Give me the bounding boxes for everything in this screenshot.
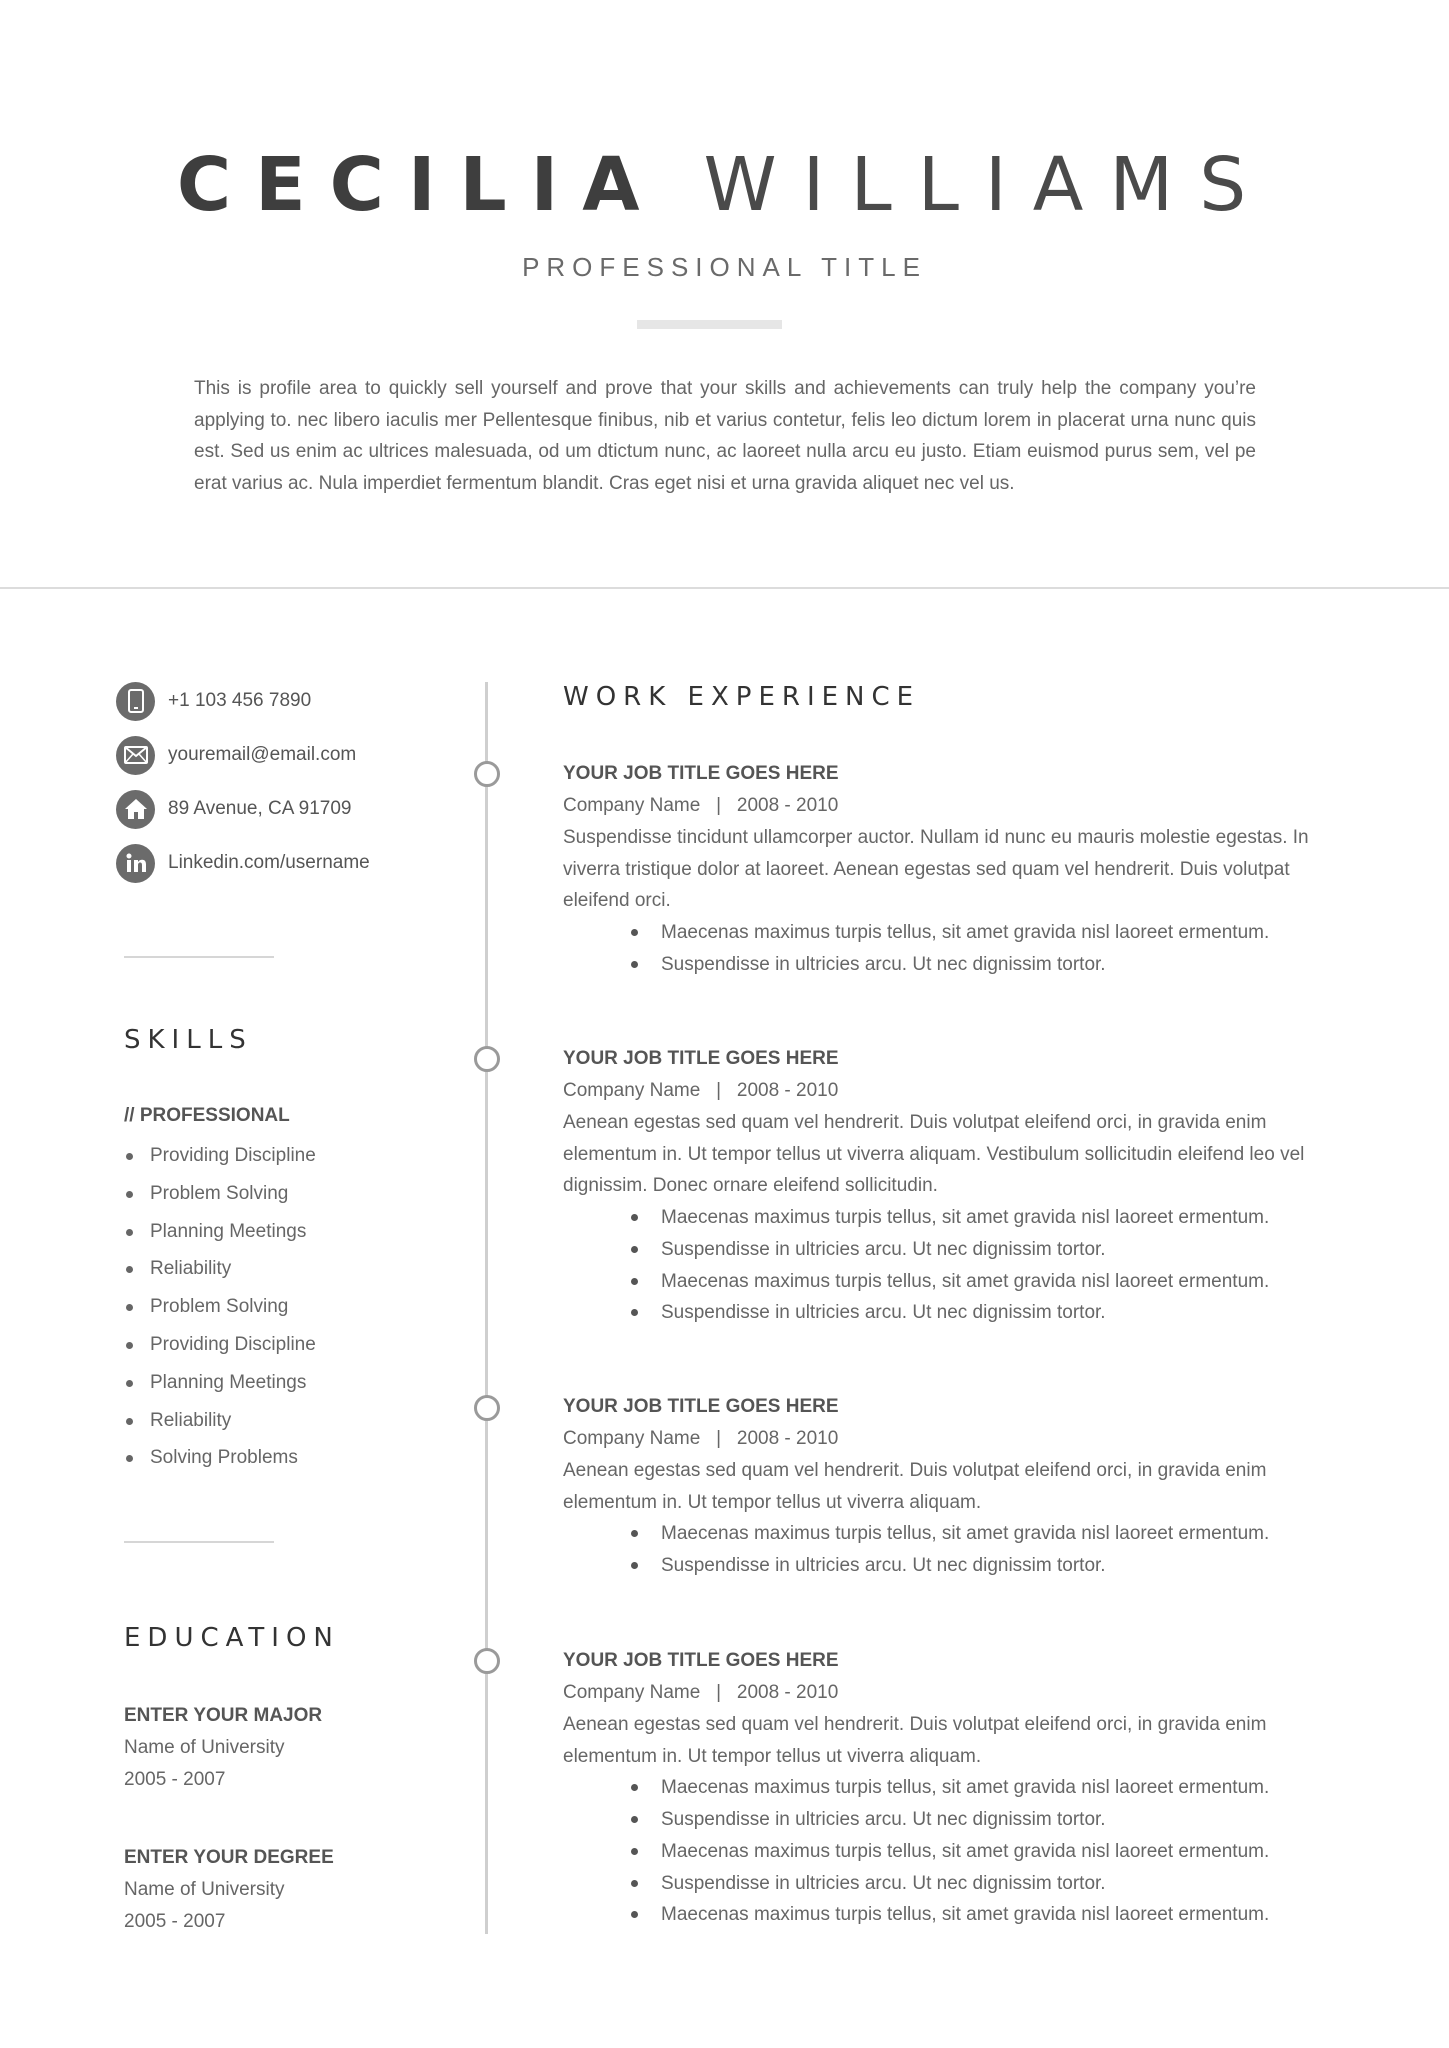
linkedin-icon [116, 844, 155, 883]
list-item: Maecenas maximus turpis tellus, sit amet gravida nisl laoreet ermentum. [661, 1836, 1333, 1868]
job-company: Company Name | 2008 - 2010 [563, 1428, 839, 1449]
list-item: Suspendisse in ultricies arcu. Ut nec dignissim tortor. [661, 1804, 1333, 1836]
job-title: YOUR JOB TITLE GOES HERE [563, 1650, 839, 1671]
timeline-dot [474, 761, 500, 787]
contact-phone [116, 681, 446, 721]
list-item: Planning Meetings [124, 1213, 316, 1251]
contact-address [116, 789, 446, 829]
timeline-dot [474, 1395, 500, 1421]
work-experience-heading: WORK EXPERIENCE [563, 682, 921, 712]
list-item: Maecenas maximus turpis tellus, sit amet gravida nisl laoreet ermentum. [661, 1518, 1333, 1550]
contact-linkedin [116, 843, 446, 883]
education-item [124, 1842, 334, 1938]
job-title: YOUR JOB TITLE GOES HERE [563, 1396, 839, 1417]
job-company: Company Name | 2008 - 2010 [563, 1080, 839, 1101]
job-bullets [563, 1518, 1333, 1581]
list-item: Planning Meetings [124, 1364, 316, 1402]
job-entry [563, 1043, 1333, 1329]
job-entry [563, 1391, 1333, 1582]
job-title: YOUR JOB TITLE GOES HERE [563, 1048, 839, 1069]
job-bullets [563, 917, 1333, 980]
job-description: Aenean egestas sed quam vel hendrerit. Duis volutpat eleifend orci, in gravida enim elementum in. Ut tempor tellus ut viverra aliquam. Vestibulum sollicitudin eleifend leo vel dignissim. Donec ornare eleifend sollicitudin. [563, 1112, 1305, 1197]
timeline-line [485, 682, 488, 1934]
job-description: Aenean egestas sed quam vel hendrerit. Duis volutpat eleifend orci, in gravida enim elementum in. Ut tempor tellus ut viverra aliquam. [563, 1460, 1267, 1513]
mail-icon [116, 736, 155, 775]
email-text: youremail@email.com [168, 744, 357, 765]
job-entry [563, 758, 1333, 981]
last-name: WILLIAMS [703, 142, 1273, 228]
list-item: Suspendisse in ultricies arcu. Ut nec dignissim tortor. [661, 1297, 1333, 1329]
education-school: Name of University [124, 1737, 285, 1758]
skills-subheading: // PROFESSIONAL [124, 1105, 290, 1126]
address-text: 89 Avenue, CA 91709 [168, 798, 352, 819]
skills-list [124, 1137, 316, 1477]
skills-heading: SKILLS [124, 1025, 253, 1055]
professional-title: PROFESSIONAL TITLE [522, 252, 927, 282]
list-item: Suspendisse in ultricies arcu. Ut nec dignissim tortor. [661, 1234, 1333, 1266]
education-title: ENTER YOUR DEGREE [124, 1847, 334, 1868]
education-title: ENTER YOUR MAJOR [124, 1705, 323, 1726]
left-divider-1 [124, 956, 274, 958]
profile-summary: This is profile area to quickly sell yourself and prove that your skills and achievements can truly help the company you’re applying to. nec libero iaculis mer Pellentesque finibus, nib et varius contetur, felis leo dictum lorem in placerat urna nunc quis est. Sed us enim ac ultrices malesuada, od um dtictum nunc, ac laoreet nulla arcu eu justo. Etiam euismod purus sem, vel pe erat varius ac. Nula imperdiet fermentum blandit. Cras eget nisi et urna gravida aliquet nec vel us. [194, 378, 1256, 494]
job-company: Company Name | 2008 - 2010 [563, 795, 839, 816]
job-bullets [563, 1202, 1333, 1329]
linkedin-text: Linkedin.com/username [168, 852, 370, 873]
job-description: Aenean egestas sed quam vel hendrerit. Duis volutpat eleifend orci, in gravida enim elementum in. Ut tempor tellus ut viverra aliquam. [563, 1714, 1267, 1767]
education-school: Name of University [124, 1879, 285, 1900]
list-item: Reliability [124, 1250, 316, 1288]
first-name: CECILIA [176, 142, 664, 228]
job-company: Company Name | 2008 - 2010 [563, 1682, 839, 1703]
list-item: Suspendisse in ultricies arcu. Ut nec dignissim tortor. [661, 1868, 1333, 1900]
left-divider-2 [124, 1541, 274, 1543]
list-item: Maecenas maximus turpis tellus, sit amet gravida nisl laoreet ermentum. [661, 1266, 1333, 1298]
timeline-dot [474, 1046, 500, 1072]
job-title: YOUR JOB TITLE GOES HERE [563, 763, 839, 784]
contact-list [116, 681, 446, 897]
list-item: Suspendisse in ultricies arcu. Ut nec dignissim tortor. [661, 949, 1333, 981]
title-underline [637, 320, 782, 329]
education-years: 2005 - 2007 [124, 1769, 226, 1790]
education-years: 2005 - 2007 [124, 1911, 226, 1932]
timeline-dot [474, 1648, 500, 1674]
job-description: Suspendisse tincidunt ullamcorper auctor. Nullam id nunc eu mauris molestie egestas. In viverra tristique dolor at laoreet. Aenean egestas sed quam vel hendrerit. Duis volutpat eleifend orci. [563, 827, 1309, 912]
list-item: Problem Solving [124, 1175, 316, 1213]
job-entry [563, 1645, 1333, 1931]
list-item: Problem Solving [124, 1288, 316, 1326]
list-item: Maecenas maximus turpis tellus, sit amet gravida nisl laoreet ermentum. [661, 1772, 1333, 1804]
list-item: Providing Discipline [124, 1137, 316, 1175]
contact-email [116, 735, 446, 775]
list-item: Providing Discipline [124, 1326, 316, 1364]
list-item: Maecenas maximus turpis tellus, sit amet gravida nisl laoreet ermentum. [661, 917, 1333, 949]
education-item [124, 1700, 322, 1796]
list-item: Maecenas maximus turpis tellus, sit amet gravida nisl laoreet ermentum. [661, 1202, 1333, 1234]
header-divider [0, 587, 1449, 589]
education-heading: EDUCATION [124, 1623, 340, 1653]
list-item: Maecenas maximus turpis tellus, sit amet gravida nisl laoreet ermentum. [661, 1899, 1333, 1931]
home-icon [116, 790, 155, 829]
list-item: Solving Problems [124, 1439, 316, 1477]
candidate-name [0, 142, 1449, 228]
list-item: Suspendisse in ultricies arcu. Ut nec dignissim tortor. [661, 1550, 1333, 1582]
phone-text: +1 103 456 7890 [168, 690, 312, 711]
job-bullets [563, 1772, 1333, 1931]
list-item: Reliability [124, 1402, 316, 1440]
phone-icon [116, 682, 155, 721]
